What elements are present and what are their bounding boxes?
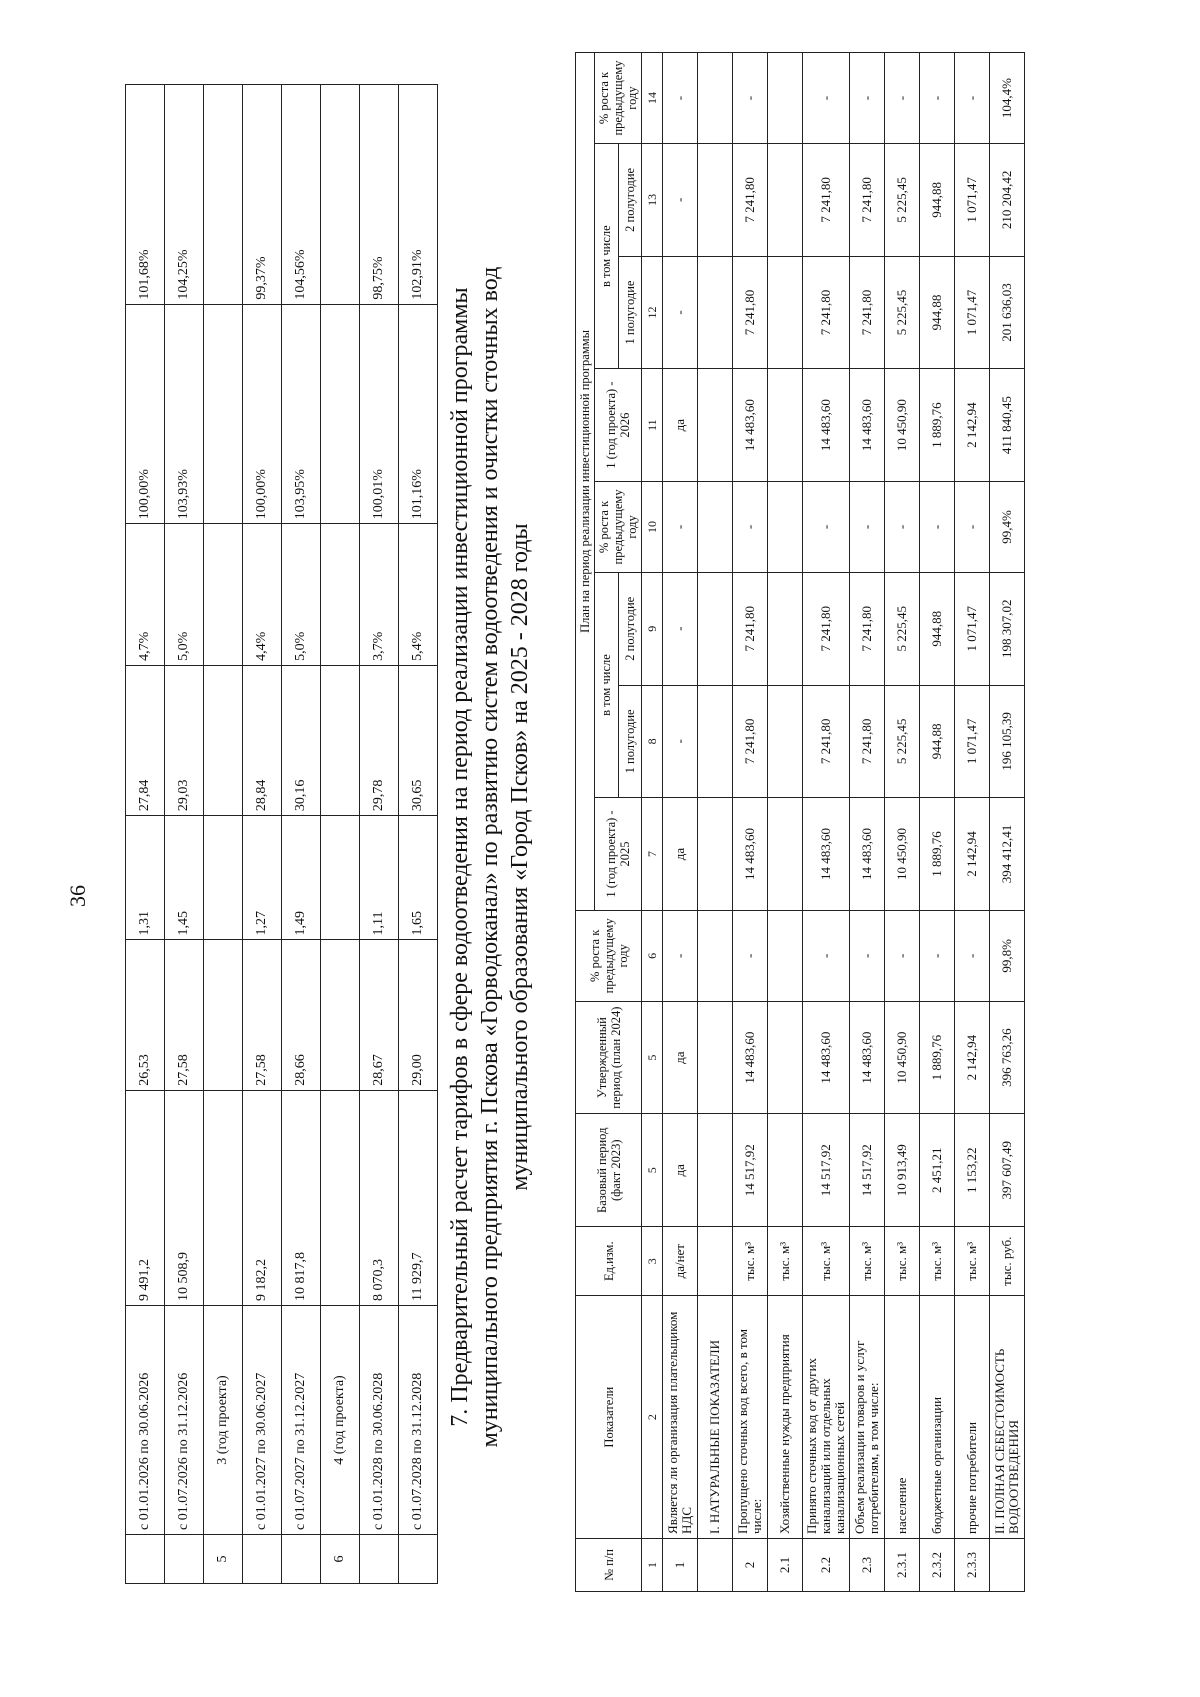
value-cell: 944,88	[920, 144, 955, 257]
top-table-row	[282, 85, 321, 1584]
value-cell	[768, 1001, 803, 1114]
header-h2-2026: 2 полугодие	[618, 144, 642, 257]
value-cell: 103,93%	[165, 304, 204, 524]
value-cell: 397 607,49	[990, 1114, 1025, 1227]
table-row	[885, 53, 920, 1592]
tariff-calculation-table	[575, 52, 1025, 1592]
value-cell	[698, 1001, 733, 1114]
value-cell: 3,7%	[360, 524, 399, 666]
header-base-period: Базовый период (факт 2023)	[576, 1114, 642, 1227]
header-year-2026: 1 (год проекта) - 2026	[595, 369, 642, 482]
top-table-row	[165, 85, 204, 1584]
table-row	[955, 53, 990, 1592]
value-cell: -	[663, 481, 698, 572]
value-cell: 198 307,02	[990, 572, 1025, 685]
value-cell: 102,91%	[399, 85, 438, 305]
period-cell: с 01.07.2027 по 31.12.2027	[282, 1306, 321, 1535]
value-cell	[768, 53, 803, 144]
row-number	[126, 1535, 165, 1584]
value-cell: 5,0%	[282, 524, 321, 666]
value-cell: 14 483,60	[733, 369, 768, 482]
indicator-name: Хозяйственные нужды предприятия	[768, 1296, 803, 1539]
value-cell: 8 070,3	[360, 1090, 399, 1305]
value-cell: 26,53	[126, 940, 165, 1090]
row-number: 2.3.3	[955, 1538, 990, 1591]
value-cell: -	[850, 53, 885, 144]
value-cell	[321, 85, 360, 305]
value-cell	[698, 572, 733, 685]
indicator-name: Пропущено сточных вод всего, в том числе:	[733, 1296, 768, 1539]
value-cell: 10 817,8	[282, 1090, 321, 1305]
value-cell: 29,00	[399, 940, 438, 1090]
value-cell: да	[663, 1001, 698, 1114]
value-cell: 28,66	[282, 940, 321, 1090]
unit-cell: тыс. м³	[803, 1227, 850, 1296]
value-cell: 1,45	[165, 816, 204, 940]
top-table-row	[360, 85, 399, 1584]
value-cell	[698, 910, 733, 1001]
column-number: 2	[642, 1296, 663, 1539]
value-cell	[698, 798, 733, 911]
period-cell: с 01.07.2028 по 31.12.2028	[399, 1306, 438, 1535]
value-cell: -	[803, 481, 850, 572]
column-number: 8	[642, 685, 663, 798]
value-cell: 103,95%	[282, 304, 321, 524]
value-cell: 7 241,80	[803, 572, 850, 685]
indicator-name: I. НАТУРАЛЬНЫЕ ПОКАЗАТЕЛИ	[698, 1296, 733, 1539]
period-cell: с 01.07.2026 по 31.12.2026	[165, 1306, 204, 1535]
column-number: 6	[642, 910, 663, 1001]
indicator-name: население	[885, 1296, 920, 1539]
value-cell: 14 483,60	[850, 369, 885, 482]
value-cell: 30,65	[399, 665, 438, 815]
value-cell	[204, 524, 243, 666]
row-number	[243, 1535, 282, 1584]
value-cell: 7 241,80	[850, 685, 885, 798]
value-cell: 2 142,94	[955, 369, 990, 482]
top-table-row	[321, 85, 360, 1584]
value-cell	[321, 816, 360, 940]
row-number	[360, 1535, 399, 1584]
value-cell: 394 412,41	[990, 798, 1025, 911]
indicator-name: Принято сточных вод от других канализаций или отдельных канализационных сетей	[803, 1296, 850, 1539]
table-row	[850, 53, 885, 1592]
value-cell: 7 241,80	[733, 256, 768, 369]
top-table-row	[399, 85, 438, 1584]
value-cell: 9 182,2	[243, 1090, 282, 1305]
value-cell: 1 889,76	[920, 798, 955, 911]
column-number: 13	[642, 144, 663, 257]
value-cell: 9 491,2	[126, 1090, 165, 1305]
unit-cell: тыс. руб.	[990, 1227, 1025, 1296]
row-number	[282, 1535, 321, 1584]
header-h1-2025: 1 полугодие	[618, 685, 642, 798]
column-number: 10	[642, 481, 663, 572]
header-approved-period: Утвержденный период (план 2024)	[576, 1001, 642, 1114]
value-cell: 14 517,92	[733, 1114, 768, 1227]
table-row	[698, 53, 733, 1592]
value-cell: 10 450,90	[885, 369, 920, 482]
value-cell: 14 483,60	[850, 1001, 885, 1114]
row-number: 2.3.1	[885, 1538, 920, 1591]
value-cell: да	[663, 798, 698, 911]
value-cell	[768, 572, 803, 685]
value-cell: 14 483,60	[803, 369, 850, 482]
value-cell: 1,27	[243, 816, 282, 940]
header-indicator: Показатели	[576, 1296, 642, 1539]
row-number: 2.2	[803, 1538, 850, 1591]
value-cell: -	[733, 53, 768, 144]
period-cell: 4 (год проекта)	[321, 1306, 360, 1535]
value-cell: 7 241,80	[803, 144, 850, 257]
value-cell: 2 142,94	[955, 1001, 990, 1114]
value-cell: 5 225,45	[885, 685, 920, 798]
value-cell	[204, 816, 243, 940]
value-cell: -	[955, 481, 990, 572]
value-cell: 5 225,45	[885, 572, 920, 685]
row-number	[698, 1538, 733, 1591]
unit-cell: тыс. м³	[733, 1227, 768, 1296]
value-cell	[204, 85, 243, 305]
value-cell	[698, 256, 733, 369]
column-number: 12	[642, 256, 663, 369]
value-cell: 99,37%	[243, 85, 282, 305]
column-number: 7	[642, 798, 663, 911]
value-cell: 28,67	[360, 940, 399, 1090]
header-h2-2025: 2 полугодие	[618, 572, 642, 685]
column-number: 1	[642, 1538, 663, 1591]
value-cell: 104,56%	[282, 85, 321, 305]
value-cell	[768, 369, 803, 482]
value-cell: 944,88	[920, 572, 955, 685]
value-cell: 14 483,60	[803, 798, 850, 911]
value-cell	[321, 304, 360, 524]
value-cell: 1 071,47	[955, 685, 990, 798]
value-cell	[698, 685, 733, 798]
value-cell: -	[850, 481, 885, 572]
value-cell: -	[663, 53, 698, 144]
value-cell: 30,16	[282, 665, 321, 815]
value-cell	[321, 524, 360, 666]
value-cell: 1 889,76	[920, 369, 955, 482]
value-cell: 100,00%	[243, 304, 282, 524]
value-cell: 27,58	[243, 940, 282, 1090]
value-cell: 14 517,92	[803, 1114, 850, 1227]
header-growth: % роста к предыдущему году	[576, 910, 642, 1001]
column-number: 9	[642, 572, 663, 685]
value-cell: -	[663, 144, 698, 257]
value-cell: -	[885, 53, 920, 144]
period-cell: 3 (год проекта)	[204, 1306, 243, 1535]
value-cell	[698, 369, 733, 482]
row-number: 2.3	[850, 1538, 885, 1591]
value-cell	[698, 1114, 733, 1227]
unit-cell: тыс. м³	[955, 1227, 990, 1296]
header-growth-2025: % роста к предыдущему году	[595, 481, 642, 572]
value-cell: 10 450,90	[885, 798, 920, 911]
value-cell: 7 241,80	[733, 144, 768, 257]
value-cell: 10 450,90	[885, 1001, 920, 1114]
value-cell: 29,03	[165, 665, 204, 815]
row-number: 6	[321, 1535, 360, 1584]
row-number: 2	[733, 1538, 768, 1591]
value-cell: 1 071,47	[955, 144, 990, 257]
value-cell: 944,88	[920, 685, 955, 798]
value-cell	[698, 144, 733, 257]
header-h1-2026: 1 полугодие	[618, 256, 642, 369]
row-number: 1	[663, 1538, 698, 1591]
value-cell: -	[663, 685, 698, 798]
header-growth-2026: % роста к предыдущему году	[595, 53, 642, 144]
value-cell: -	[920, 910, 955, 1001]
value-cell: -	[803, 910, 850, 1001]
value-cell	[768, 256, 803, 369]
value-cell: -	[920, 53, 955, 144]
row-number: 2.1	[768, 1538, 803, 1591]
value-cell: 27,58	[165, 940, 204, 1090]
value-cell: 27,84	[126, 665, 165, 815]
row-number: 5	[204, 1535, 243, 1584]
value-cell: 396 763,26	[990, 1001, 1025, 1114]
value-cell: 7 241,80	[803, 685, 850, 798]
value-cell: 14 483,60	[733, 1001, 768, 1114]
row-number: 2.3.2	[920, 1538, 955, 1591]
value-cell: 4,7%	[126, 524, 165, 666]
value-cell: 10 508,9	[165, 1090, 204, 1305]
value-cell: -	[803, 53, 850, 144]
indicator-name: Объем реализации товаров и услуг потребителям, в том числе:	[850, 1296, 885, 1539]
section-title	[445, 257, 535, 1457]
column-number: 5	[642, 1114, 663, 1227]
value-cell: 1,31	[126, 816, 165, 940]
value-cell	[321, 665, 360, 815]
value-cell: 2 142,94	[955, 798, 990, 911]
top-table-row	[204, 85, 243, 1584]
value-cell: 7 241,80	[733, 685, 768, 798]
value-cell: 411 840,45	[990, 369, 1025, 482]
unit-cell: тыс. м³	[920, 1227, 955, 1296]
header-unit: Ед.изм.	[576, 1227, 642, 1296]
unit-cell: тыс. м³	[850, 1227, 885, 1296]
value-cell: -	[885, 481, 920, 572]
value-cell	[321, 1090, 360, 1305]
table-row	[768, 53, 803, 1592]
header-incl-2025: в том числе	[595, 572, 619, 797]
value-cell: -	[663, 256, 698, 369]
value-cell: -	[955, 53, 990, 144]
value-cell: 5,0%	[165, 524, 204, 666]
value-cell: 1 153,22	[955, 1114, 990, 1227]
value-cell: 1 889,76	[920, 1001, 955, 1114]
header-plan-group: План на период реализации инвестиционной программы	[576, 53, 595, 911]
value-cell: 14 483,60	[733, 798, 768, 911]
table-row	[733, 53, 768, 1592]
value-cell: 7 241,80	[733, 572, 768, 685]
header-year-2025: 1 (год проекта) - 2025	[595, 798, 642, 911]
value-cell: 104,4%	[990, 53, 1025, 144]
table-row	[990, 53, 1025, 1592]
value-cell: 28,84	[243, 665, 282, 815]
unit-cell	[698, 1227, 733, 1296]
value-cell: 5 225,45	[885, 256, 920, 369]
value-cell: 2 451,21	[920, 1114, 955, 1227]
value-cell: -	[955, 910, 990, 1001]
value-cell	[768, 144, 803, 257]
value-cell: 210 204,42	[990, 144, 1025, 257]
indicator-name: прочие потребители	[955, 1296, 990, 1539]
row-number	[165, 1535, 204, 1584]
value-cell: 5 225,45	[885, 144, 920, 257]
value-cell: 29,78	[360, 665, 399, 815]
value-cell: 98,75%	[360, 85, 399, 305]
value-cell	[698, 481, 733, 572]
value-cell	[204, 665, 243, 815]
value-cell: -	[733, 910, 768, 1001]
top-table-row	[243, 85, 282, 1584]
value-cell	[204, 1090, 243, 1305]
title-line-2: муниципального предприятия г. Пскова «Горводоканал» по развитию систем водоотведения и очистки сточных вод	[477, 266, 503, 1448]
value-cell	[204, 304, 243, 524]
value-cell: 99,8%	[990, 910, 1025, 1001]
period-cell: с 01.01.2026 по 30.06.2026	[126, 1306, 165, 1535]
value-cell: -	[885, 910, 920, 1001]
value-cell: 14 483,60	[803, 1001, 850, 1114]
value-cell: 99,4%	[990, 481, 1025, 572]
header-incl-2026: в том числе	[595, 144, 619, 369]
column-number: 3	[642, 1227, 663, 1296]
value-cell: 5,4%	[399, 524, 438, 666]
value-cell: 1 071,47	[955, 572, 990, 685]
value-cell: -	[663, 910, 698, 1001]
unit-cell: тыс. м³	[768, 1227, 803, 1296]
page-number: 36	[65, 885, 90, 907]
tariff-period-table	[125, 84, 438, 1584]
title-line-1: 7. Предварительный расчет тарифов в сфере водоотведения на период реализации инвестиционной программы	[447, 287, 473, 1427]
value-cell: 11 929,7	[399, 1090, 438, 1305]
indicator-name: бюджетные организации	[920, 1296, 955, 1539]
title-line-3: муниципального образования «Город Псков» на 2025 - 2028 годы	[507, 523, 533, 1191]
period-cell: с 01.01.2027 по 30.06.2027	[243, 1306, 282, 1535]
value-cell: да	[663, 369, 698, 482]
value-cell: 4,4%	[243, 524, 282, 666]
value-cell: 100,01%	[360, 304, 399, 524]
value-cell: -	[733, 481, 768, 572]
row-number	[399, 1535, 438, 1584]
value-cell	[768, 910, 803, 1001]
value-cell: 7 241,80	[803, 256, 850, 369]
value-cell: -	[663, 572, 698, 685]
top-table-row	[126, 85, 165, 1584]
table-row	[663, 53, 698, 1592]
indicator-name: II. ПОЛНАЯ СЕБЕСТОИМОСТЬ ВОДООТВЕДЕНИЯ	[990, 1296, 1025, 1539]
value-cell: 7 241,80	[850, 144, 885, 257]
value-cell: 1 071,47	[955, 256, 990, 369]
value-cell: 1,49	[282, 816, 321, 940]
value-cell: 944,88	[920, 256, 955, 369]
value-cell: 7 241,80	[850, 256, 885, 369]
row-number	[990, 1538, 1025, 1591]
value-cell: -	[850, 910, 885, 1001]
value-cell	[768, 481, 803, 572]
value-cell: 1,11	[360, 816, 399, 940]
value-cell: -	[920, 481, 955, 572]
value-cell: да	[663, 1114, 698, 1227]
column-number: 5	[642, 1001, 663, 1114]
unit-cell: да/нет	[663, 1227, 698, 1296]
value-cell	[768, 685, 803, 798]
value-cell: 14 483,60	[850, 798, 885, 911]
indicator-name: Является ли организация плательщиком НДС	[663, 1296, 698, 1539]
value-cell	[768, 1114, 803, 1227]
table-row	[920, 53, 955, 1592]
value-cell	[768, 798, 803, 911]
value-cell	[698, 53, 733, 144]
header-num: № п/п	[576, 1538, 642, 1591]
value-cell: 1,65	[399, 816, 438, 940]
value-cell: 101,68%	[126, 85, 165, 305]
column-number: 14	[642, 53, 663, 144]
value-cell: 10 913,49	[885, 1114, 920, 1227]
value-cell	[204, 940, 243, 1090]
unit-cell: тыс. м³	[885, 1227, 920, 1296]
table-row	[803, 53, 850, 1592]
column-number: 11	[642, 369, 663, 482]
value-cell: 201 636,03	[990, 256, 1025, 369]
value-cell: 101,16%	[399, 304, 438, 524]
value-cell: 14 517,92	[850, 1114, 885, 1227]
value-cell: 104,25%	[165, 85, 204, 305]
period-cell: с 01.01.2028 по 30.06.2028	[360, 1306, 399, 1535]
value-cell	[321, 940, 360, 1090]
value-cell: 7 241,80	[850, 572, 885, 685]
value-cell: 100,00%	[126, 304, 165, 524]
value-cell: 196 105,39	[990, 685, 1025, 798]
